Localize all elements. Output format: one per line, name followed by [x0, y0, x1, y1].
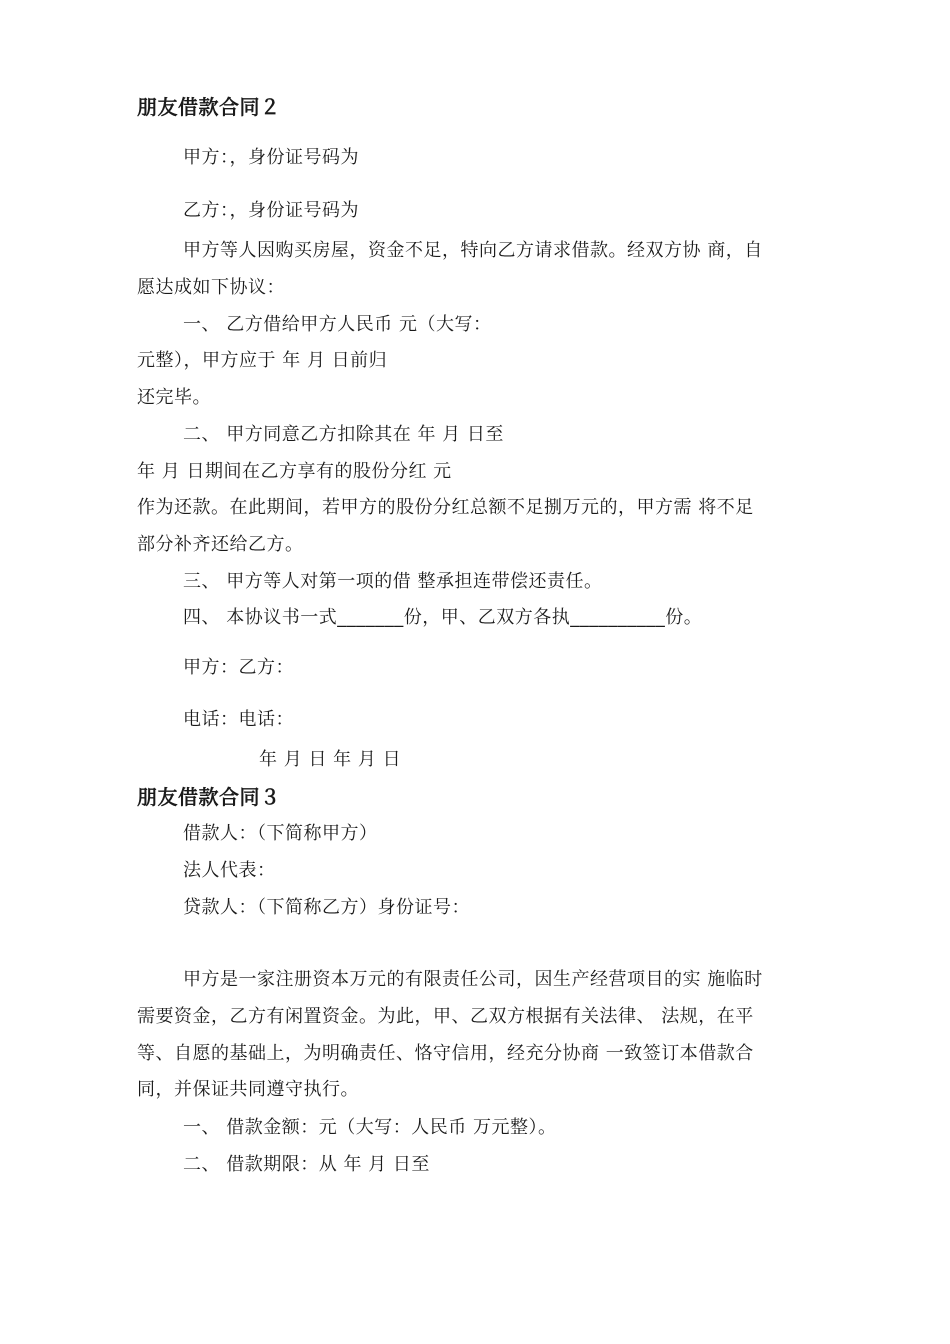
contract3-intro-line2: 需要资金，乙方有闲置资金。为此，甲、乙双方根据有关法律、 法规，在平 — [137, 1006, 754, 1027]
contract2-clause2-line1: 二、 甲方同意乙方扣除其在 年 月 日至 — [183, 424, 504, 445]
contract3-lender: 贷款人：（下简称乙方）身份证号： — [183, 897, 470, 918]
contract2-intro-line2: 愿达成如下协议： — [137, 277, 285, 298]
contract2-clause1-line3: 还完毕。 — [137, 387, 211, 408]
contract2-clause2-line3: 作为还款。在此期间，若甲方的股份分红总额不足捌万元的，甲方需 将不足 — [137, 497, 754, 518]
contract3-intro-line4: 同，并保证共同遵守执行。 — [137, 1079, 359, 1100]
contract2-clause1-line1: 一、 乙方借给甲方人民币 元（大写： — [183, 314, 492, 335]
contract3-intro-line3: 等、自愿的基础上，为明确责任、恪守信用，经充分协商 一致签订本借款合 — [137, 1043, 754, 1064]
contract3-title: 朋友借款合同３ — [137, 785, 281, 809]
contract2-party-b: 乙方：，身份证号码为 — [183, 200, 359, 221]
contract3-legal-rep: 法人代表： — [183, 860, 276, 881]
contract3-borrower: 借款人：（下简称甲方） — [183, 823, 378, 844]
contract2-intro-line1: 甲方等人因购买房屋，资金不足，特向乙方请求借款。经双方协 商，自 — [183, 240, 763, 261]
contract2-clause4: 四、 本协议书一式_______份，甲、乙双方各执__________份。 — [183, 607, 703, 628]
contract2-title: 朋友借款合同２ — [137, 95, 281, 119]
contract2-sign-dates: 年 月 日 年 月 日 — [259, 749, 402, 770]
contract3-clause1: 一、 借款金额：元（大写：人民币 万元整）。 — [183, 1117, 557, 1138]
contract2-sign-phones: 电话：电话： — [183, 709, 294, 730]
contract2-clause1-line2: 元整），甲方应于 年 月 日前归 — [137, 350, 388, 371]
contract2-party-a: 甲方：，身份证号码为 — [183, 147, 359, 168]
contract2-clause2-line4: 部分补齐还给乙方。 — [137, 534, 304, 555]
contract3-clause2: 二、 借款期限：从 年 月 日至 — [183, 1154, 430, 1175]
contract3-intro-line1: 甲方是一家注册资本万元的有限责任公司，因生产经营项目的实 施临时 — [183, 969, 763, 990]
contract2-clause3: 三、 甲方等人对第一项的借 整承担连带偿还责任。 — [183, 571, 603, 592]
contract2-sign-parties: 甲方：乙方： — [183, 657, 294, 678]
contract2-clause2-line2: 年 月 日期间在乙方享有的股份分红 元 — [137, 461, 452, 482]
